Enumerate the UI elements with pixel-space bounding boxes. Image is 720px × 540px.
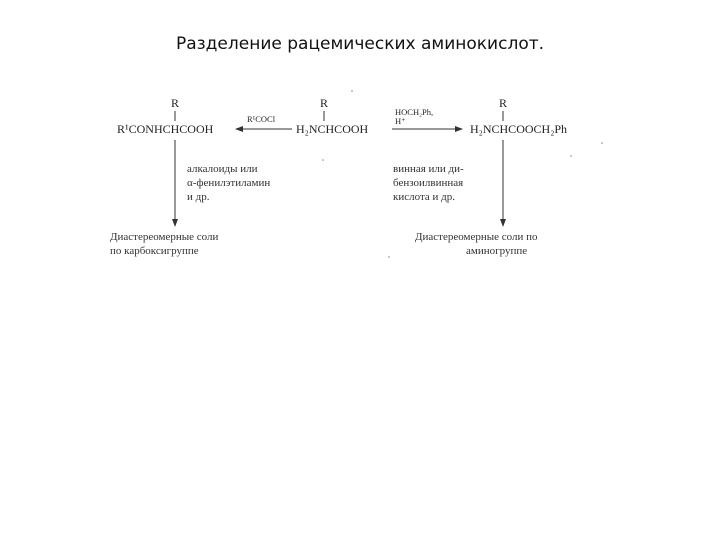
scan-speck: [388, 256, 390, 258]
right-agent-line-2: бензоилвинная: [393, 177, 464, 189]
scan-speck: [570, 155, 572, 157]
right-reagent-line2: H⁺: [395, 116, 406, 126]
page-title: Разделение рацемических аминокислот.: [175, 34, 545, 54]
left-product-formula: R¹CONHCHCOOH: [117, 122, 214, 136]
right-reagent-line1: HOCH₂Ph,: [395, 107, 434, 117]
left-result-line-2: по карбоксигруппе: [110, 245, 199, 257]
center-reactant-formula: H₂NCHCOOH: [296, 122, 369, 136]
left-result-line-1: Диастереомерные соли: [110, 231, 219, 243]
right-result-line-2: аминогруппе: [466, 245, 528, 257]
left-r-group: R: [171, 96, 180, 110]
left-agent-line-3: и др.: [187, 191, 210, 203]
right-product-formula: H₂NCHCOOCH₂Ph: [470, 122, 568, 136]
right-agent-line-3: кислота и др.: [393, 191, 456, 203]
right-agent-line-1: винная или ди-: [393, 163, 464, 175]
left-agent-line-2: α-фенилэтиламин: [187, 177, 271, 189]
left-reagent-label: R¹COCl: [247, 114, 276, 124]
scan-speck: [601, 142, 603, 144]
right-result-line-1: Диастереомерные соли по: [415, 231, 538, 243]
scan-speck: [322, 159, 324, 161]
center-r-group: R: [320, 96, 329, 110]
scan-speck: [351, 90, 353, 92]
right-r-group: R: [499, 96, 508, 110]
left-agent-line-1: алкалоиды или: [187, 163, 258, 175]
